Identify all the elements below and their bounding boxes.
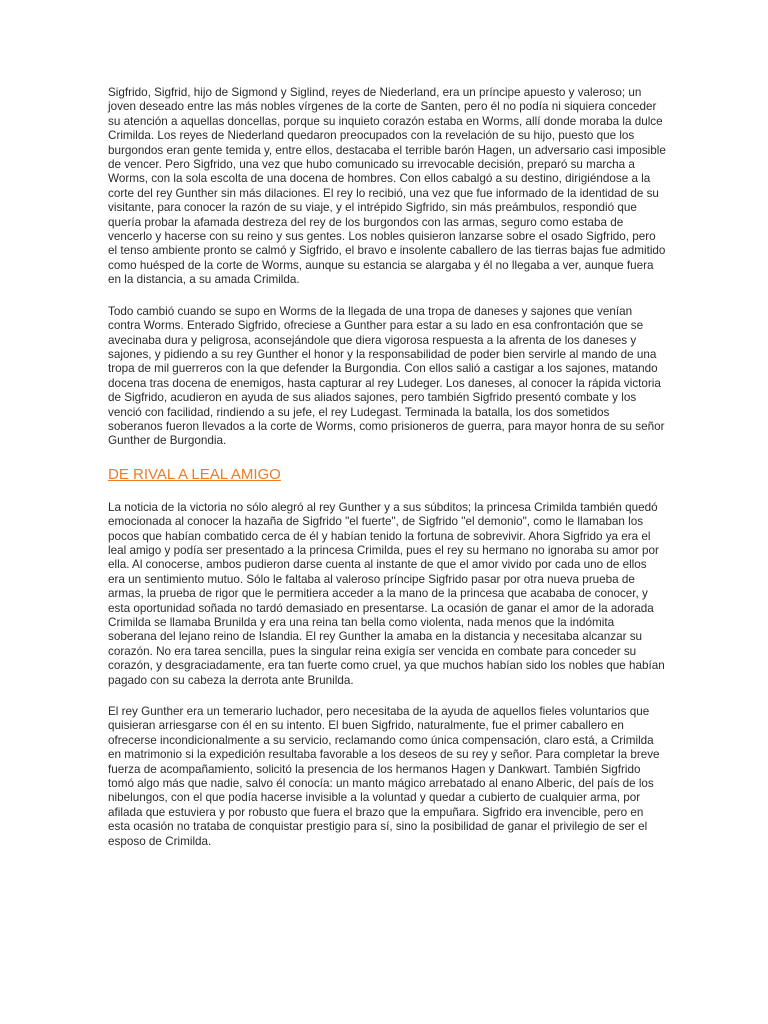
paragraph-danes-saxons: Todo cambió cuando se supo en Worms de la llegada de una tropa de daneses y sajones que venían contra Worms. Enterado Sigfrido, ofreciese a Gunther para estar a su lado en esa confrontación que se avecinaba dura y peligrosa, aconsejándole que diera vigorosa respuesta a la afrenta de los daneses y sajones, y pidiendo a su rey Gunther el honor y la responsabilidad de poder bien servirle al mando de una tropa de mil guerreros con la que defender la Burgondia. Con ellos salió a castigar a los sajones, matando docena tras docena de enemigos, hasta capturar al rey Ludeger. Los daneses, al conocer la rápida victoria de Sigfrido, acudieron en ayuda de sus aliados sajones, pero también Sigfrido presentó combate y los venció con facilidad, rindiendo a su jefe, el rey Ludegast. Terminada la batalla, los dos sometidos soberanos fueron llevados a la corte de Worms, como prisioneros de guerra, para mayor honra de su señor Gunther de Burgondia.: [108, 304, 665, 448]
article-body: [108, 86, 666, 866]
paragraph-victory-news: La noticia de la victoria no sólo alegró al rey Gunther y a sus súbditos; la princesa Crimilda también quedó emocionada al conocer la hazaña de Sigfrido "el fuerte", de Sigfrido "el demonio", como le llamaban los pocos que habían combatido cerca de él y habían tenido la fortuna de sobrevivir. Ahora Sigfrido ya era el leal amigo y podía ser presentado a la princesa Crimilda, pues el rey su hermano no ignoraba su amor por ella. Al conocerse, ambos pudieron darse cuenta al instante de que el amor vivido por cada uno de ellos era un sentimiento mutuo. Sólo le faltaba al valeroso príncipe Sigfrido pasar por otra nueva prueba de armas, la prueba de rigor que le permitiera acceder a la mano de la princesa que acababa de conocer, y esta oportunidad soñada no tardó demasiado en presentarse. La ocasión de ganar el amor de la adorada Crimilda se llamaba Brunilda y era una reina tan bella como violenta, nada menos que la indómita soberana del lejano reino de Islandia. El rey Gunther la amaba en la distancia y necesitaba alcanzar su corazón. No era tarea sencilla, pues la singular reina exigía ser vencida en combate para conceder su corazón, y desgraciadamente, era tan fuerte como cruel, ya que muchos habían sido los nobles que habían pagado con su cabeza la derrota ante Brunilda.: [108, 500, 665, 687]
paragraph-sigfrido-intro: Sigfrido, Sigfrid, hijo de Sigmond y Siglind, reyes de Niederland, era un príncipe apuesto y valeroso; un joven deseado entre las más nobles vírgenes de la corte de Santen, pero él no podía ni siquiera conceder su atención a aquellas doncellas, porque su inquieto corazón estaba en Worms, allí donde moraba la dulce Crimilda. Los reyes de Niederland quedaron preocupados con la revelación de su hijo, puesto que los burgondos eran gente temida y, entre ellos, destacaba el terrible barón Hagen, un adversario casi imposible de vencer. Pero Sigfrido, una vez que hubo comunicado su irrevocable decisión, preparó su marcha a Worms, con la sola escolta de una docena de hombres. Con ellos cabalgó a su destino, dirigiéndose a la corte del rey Gunther sin más dilaciones. El rey lo recibió, una vez que fue informado de la identidad de su visitante, para conocer la razón de su viaje, y el intrépido Sigfrido, sin más preámbulos, respondió que quería probar la afamada destreza del rey de los burgondos con las armas, seguro como estaba de vencerlo y hacerse con su reino y sus gentes. Los nobles quisieron lanzarse sobre el osado Sigfrido, pero el tenso ambiente pronto se calmó y Sigfrido, el bravo e insolente caballero de las tierras bajas fue admitido como huésped de la corte de Worms, aunque su estancia se alargaba y él no llegaba a ver, aunque fuera en la distancia, a su amada Crimilda.: [108, 86, 666, 287]
paragraph-gunther-expedition: El rey Gunther era un temerario luchador, pero necesitaba de la ayuda de aquellos fieles voluntarios que quisieran arriesgarse con él en su intento. El buen Sigfrido, naturalmente, fue el primer caballero en ofrecerse incondicionalmente a su servicio, reclamando como única compensación, claro está, a Crimilda en matrimonio si la expedición resultaba favorable a los deseos de su rey y señor. Para completar la breve fuerza de acompañamiento, solicitó la presencia de los hermanos Hagen y Dankwart. También Sigfrido tomó algo más que nadie, salvo él conocía: un manto mágico arrebatado al enano Alberic, del país de los nibelungos, con el que podía hacerse invisible a la voluntad y quedar a cubierto de cualquier arma, por afilada que estuviera y por robusto que fuera el brazo que la empuñara. Sigfrido era invencible, pero en esta ocasión no trataba de conquistar prestigio para sí, sino la posibilidad de ganar el privilegio de ser el esposo de Crimilda.: [108, 705, 660, 848]
section-heading-link[interactable]: DE RIVAL A LEAL AMIGO: [108, 465, 281, 483]
